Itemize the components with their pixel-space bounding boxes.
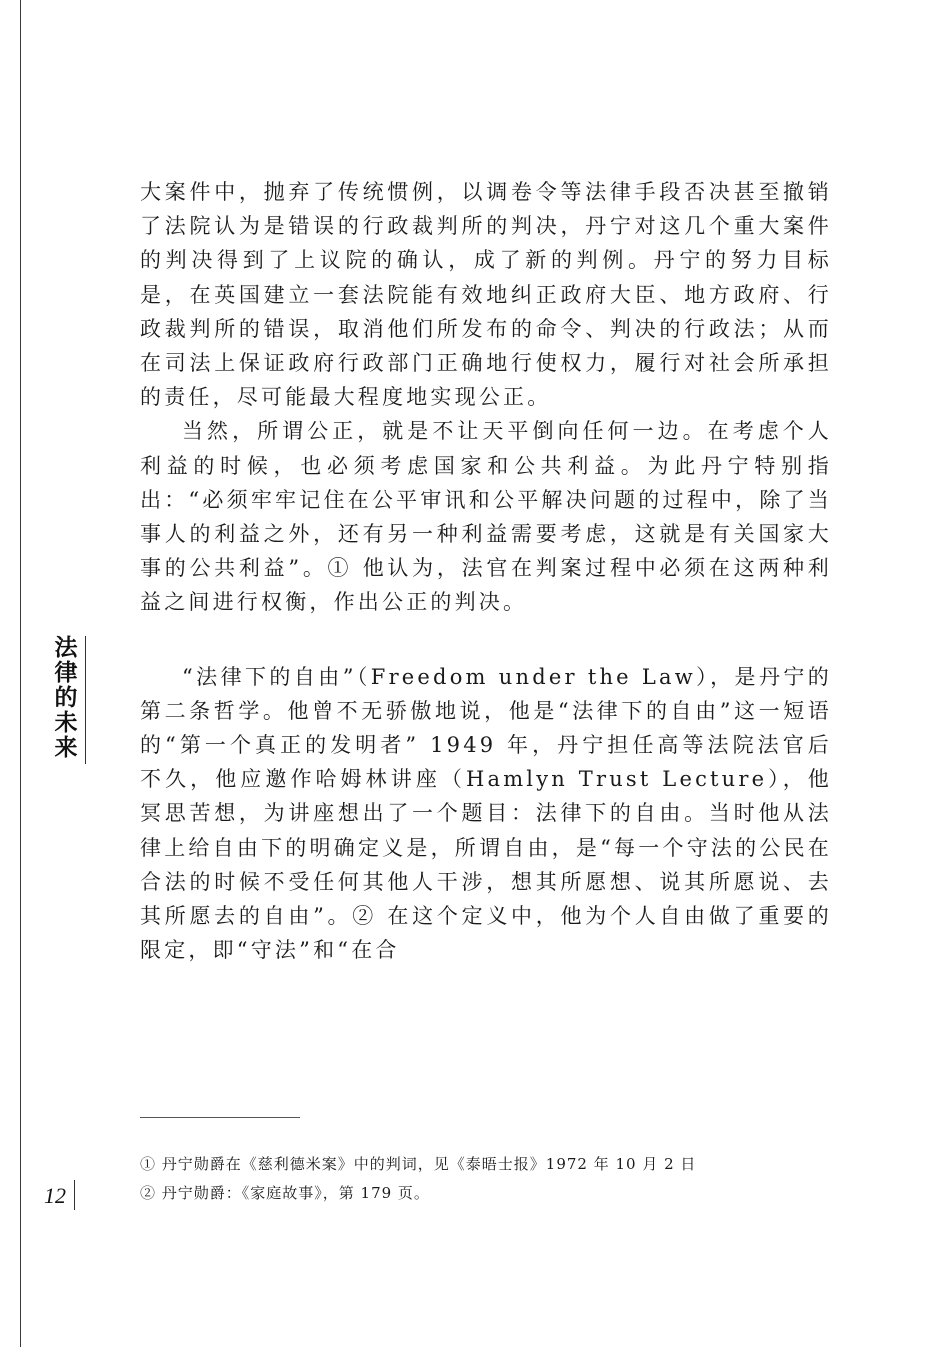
- footnotes: [140, 1152, 832, 1210]
- page-number: 12: [44, 1183, 66, 1208]
- footnote-1: ① 丹宁勋爵在《慈利德米案》中的判词，见《泰晤士报》1972 年 10 月 2 日: [140, 1155, 697, 1173]
- paragraph-1: 大案件中，抛弃了传统惯例，以调卷令等法律手段否决甚至撤销了法院认为是错误的行政裁判所的判决，丹宁对这几个重大案件的判决得到了上议院的确认，成了新的判例。丹宁的努力目标是，在英国建立一套法院能有效地纠正政府大臣、地方政府、行政裁判所的错误，取消他们所发布的命令、判决的行政法；从而在司法上保证政府行政部门正确地行使权力，履行对社会所承担的责任，尽可能最大程度地实现公正。: [140, 180, 832, 410]
- page-number-rule: [74, 1180, 75, 1210]
- running-title: 法律的未来: [54, 635, 78, 761]
- footnote-2: ② 丹宁勋爵：《家庭故事》，第 179 页。: [140, 1184, 430, 1202]
- running-title-rule: [85, 636, 86, 764]
- paragraph-3: “法律下的自由”（Freedom under the Law），是丹宁的第二条哲学。他曾不无骄傲地说，他是“法律下的自由”这一短语的“第一个真正的发明者” 1949 年，丹宁担任高等法院法官后不久，他应邀作哈姆林讲座（Hamlyn Trust Lecture），他冥思苦想，为讲座想出了一个题目：法律下的自由。当时他从法律上给自由下的明确定义是，所谓自由，是“每一个守法的公民在合法的时候不受任何其他人干涉，想其所愿想、说其所愿说、去其所愿去的自由”。② 在这个定义中，他为个人自由做了重要的限定，即“守法”和“在合: [140, 664, 832, 963]
- body-text: [140, 175, 832, 967]
- footnote-separator: [140, 1117, 300, 1118]
- paragraph-gap: [140, 620, 832, 660]
- page-left-rule: [20, 0, 21, 1347]
- paragraph-2: 当然，所谓公正，就是不让天平倒向任何一边。在考虑个人利益的时候，也必须考虑国家和公共利益。为此丹宁特别指出：“必须牢牢记住在公平审讯和公平解决问题的过程中，除了当事人的利益之外，还有另一种利益需要考虑，这就是有关国家大事的公共利益”。① 他认为，法官在判案过程中必须在这两种利益之间进行权衡，作出公正的判决。: [140, 419, 832, 615]
